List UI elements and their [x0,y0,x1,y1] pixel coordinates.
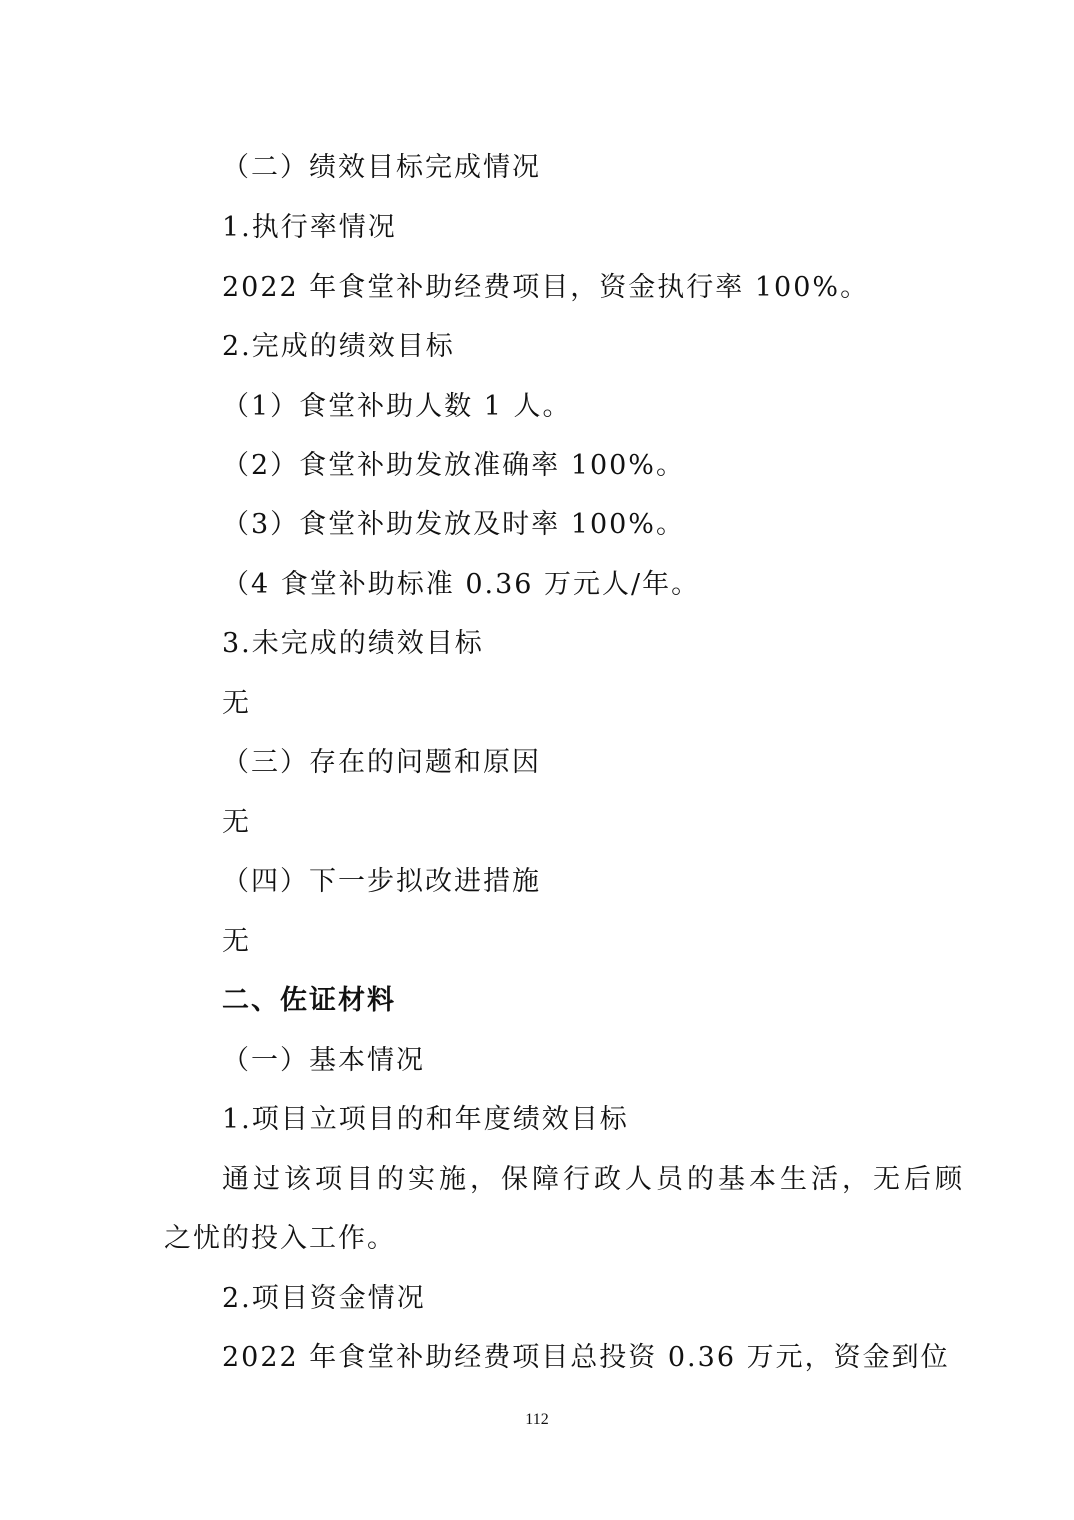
list-item-goal-1: （1）食堂补助人数 1 人。 [222,391,572,422]
subheading-uncompleted-goals: 3.未完成的绩效目标 [222,628,484,659]
subheading-execution-rate: 1.执行率情况 [222,212,397,243]
section-heading-improvements: （四）下一步拟改进措施 [222,866,541,897]
paragraph-none-3: 无 [222,926,251,957]
paragraph-project-purpose-line-1: 通过该项目的实施，保障行政人员的基本生活，无后顾 [222,1164,966,1195]
paragraph-execution-rate: 2022 年食堂补助经费项目，资金执行率 100%。 [222,272,870,303]
list-item-goal-2: （2）食堂补助发放准确率 100%。 [222,450,685,481]
list-item-goal-3: （3）食堂补助发放及时率 100%。 [222,509,685,540]
list-item-goal-4: （4 食堂补助标准 0.36 万元人/年。 [222,569,701,600]
section-heading-basic-info: （一）基本情况 [222,1045,425,1076]
subheading-funding: 2.项目资金情况 [222,1283,426,1314]
subheading-completed-goals: 2.完成的绩效目标 [222,331,455,362]
paragraph-project-purpose-line-2: 之忧的投入工作。 [164,1223,396,1254]
subheading-project-purpose: 1.项目立项目的和年度绩效目标 [222,1104,629,1135]
paragraph-none-2: 无 [222,807,251,838]
section-heading-performance-completion: （二）绩效目标完成情况 [222,152,541,183]
section-heading-problems: （三）存在的问题和原因 [222,747,541,778]
chapter-heading-evidence: 二、佐证材料 [222,985,396,1016]
paragraph-none-1: 无 [222,688,251,719]
page-number: 112 [525,1411,549,1428]
paragraph-funding: 2022 年食堂补助经费项目总投资 0.36 万元，资金到位 [222,1342,950,1373]
